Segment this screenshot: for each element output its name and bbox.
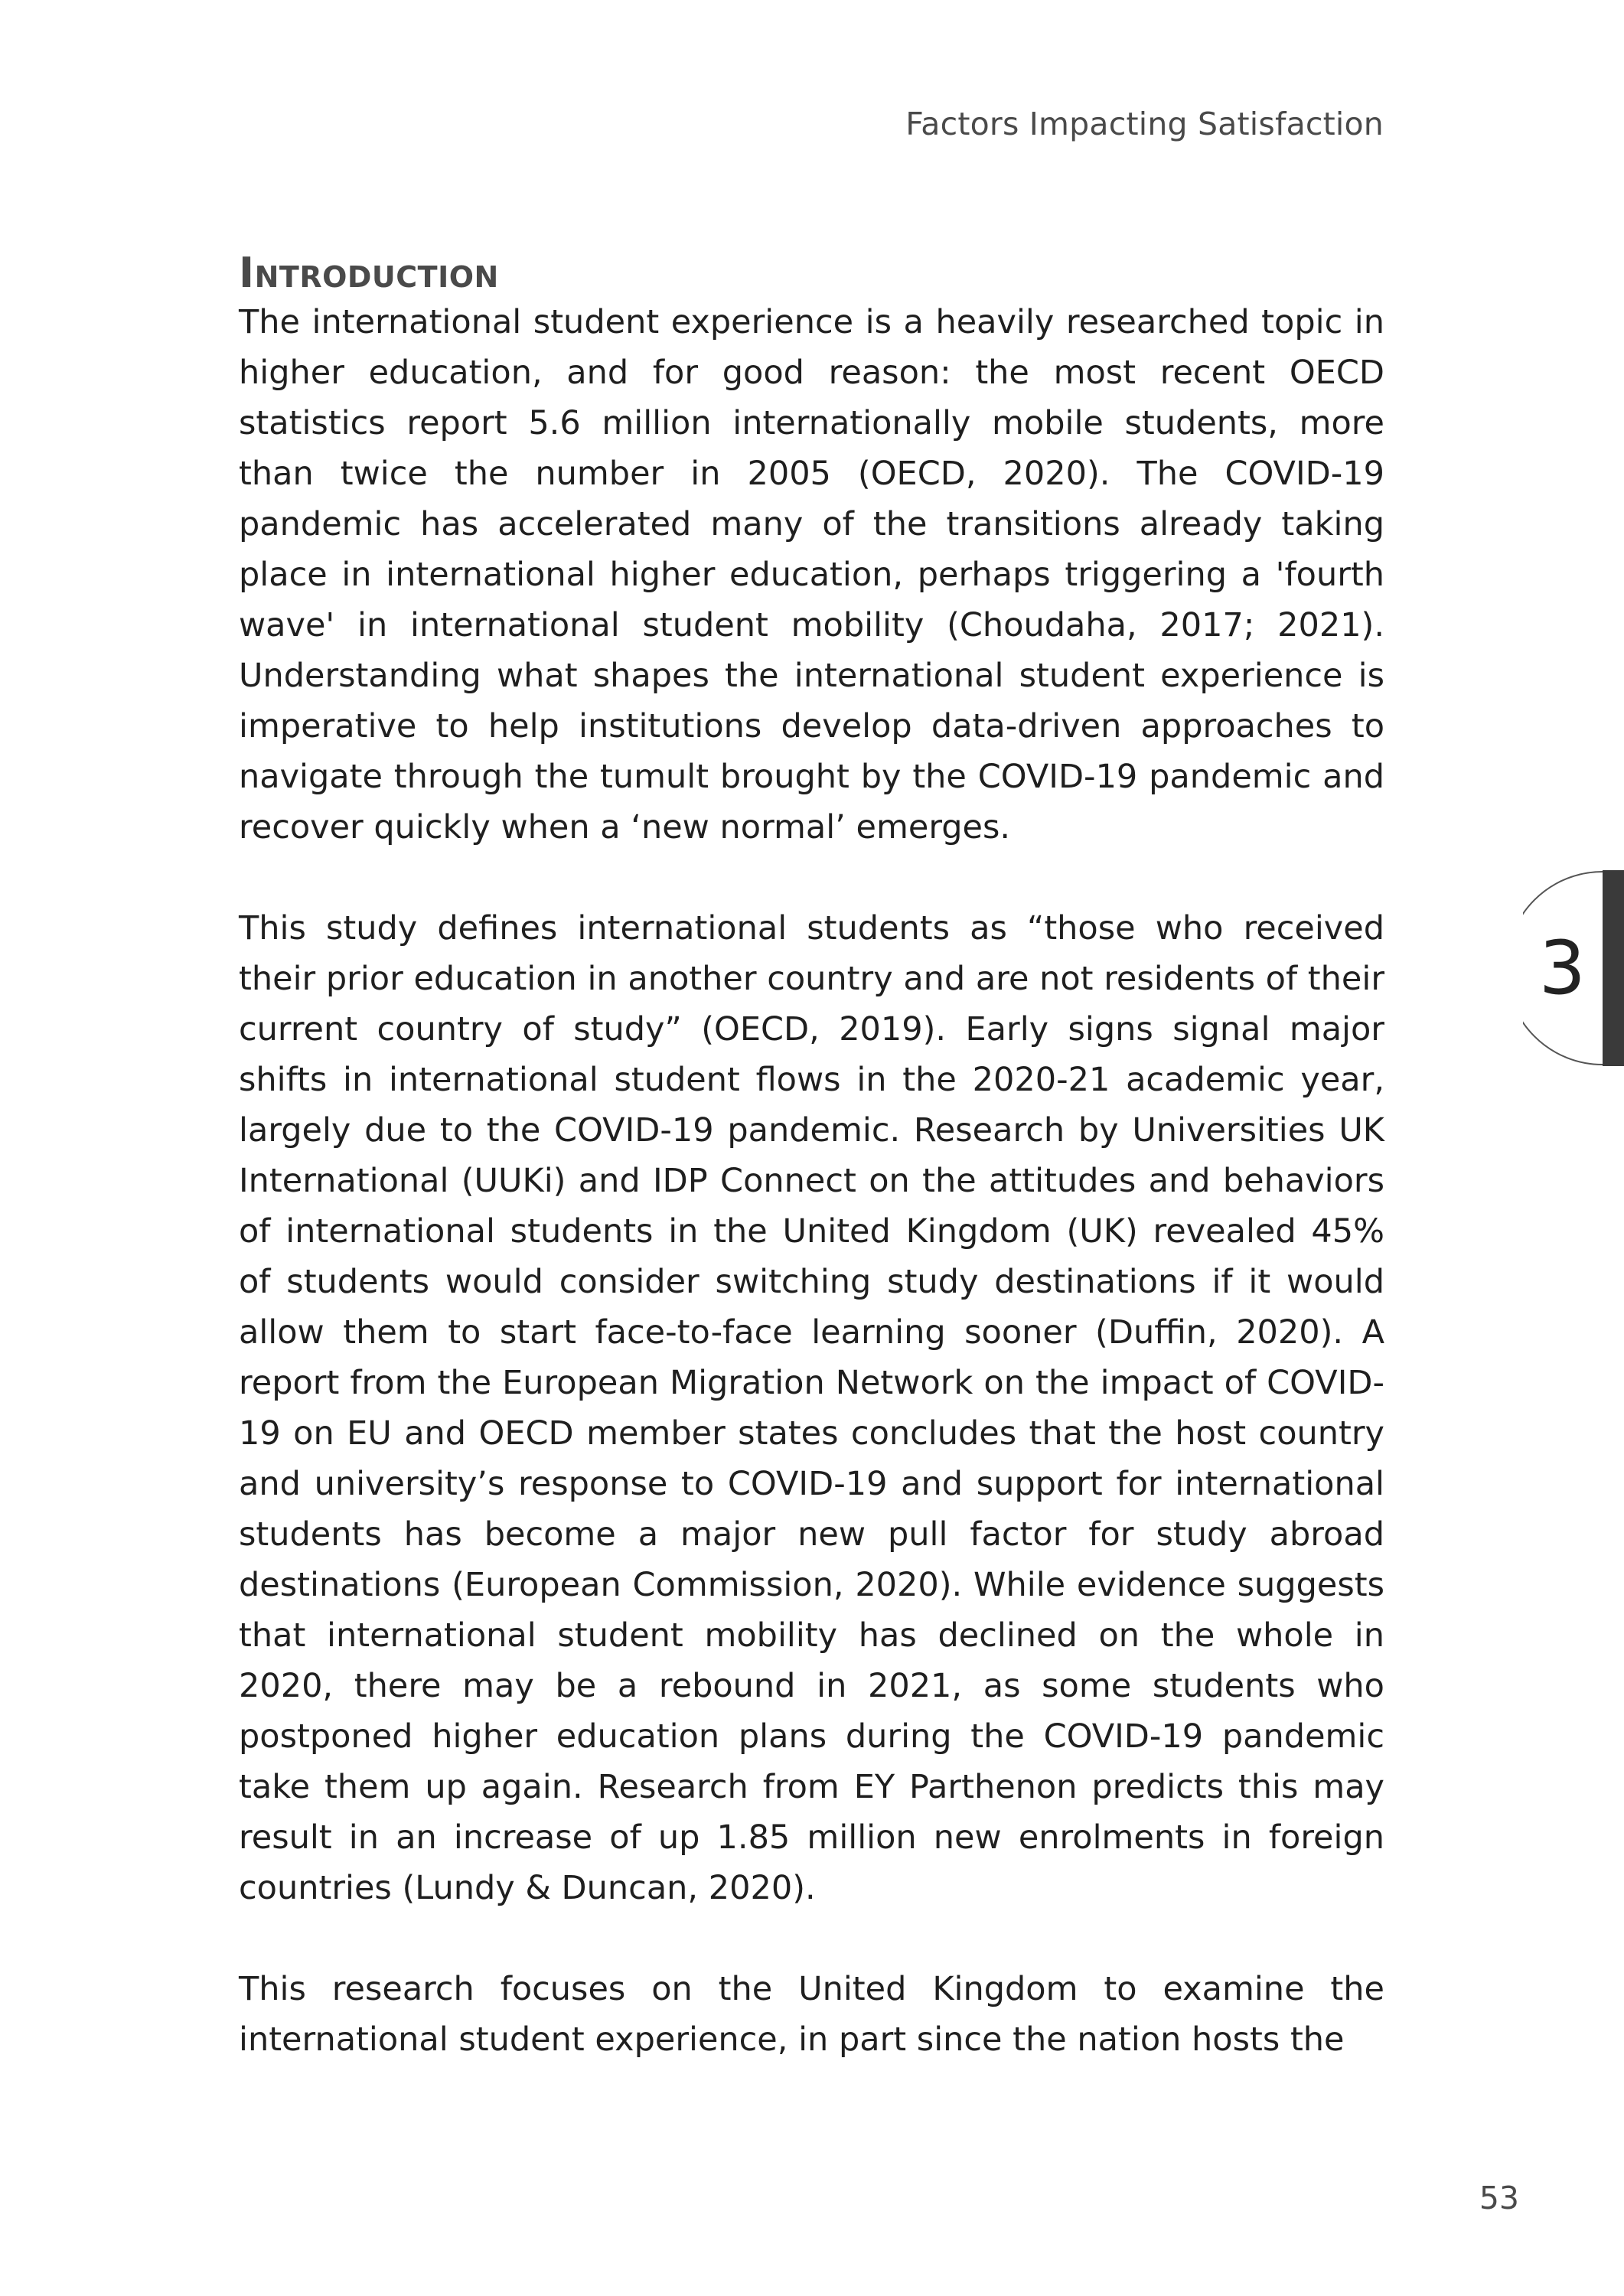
page-number: 53	[1479, 2180, 1519, 2216]
paragraph-2: This study defines international students as “those who received their prior education in another country and are not residents of their current country of study” (OECD, 2019). Early signs signal major shifts in international student flows in the 2020-21 academic year, largely due to the COVID-19 pandemic. Research by Universities UK International (UUKi) and IDP Connect on the attitudes and behaviors of international students in the United Kingdom (UK) revealed 45% of students would consider switching study destinations if it would allow them to start face-to-face learning sooner (Duffin, 2020). A report from the European Migration Network on the impact of COVID-19 on EU and OECD member states concludes that the host country and university’s response to COVID-19 and support for international students has become a major new pull factor for study abroad destinations (European Commission, 2020). While evidence suggests that international student mobility has declined on the whole in 2020, there may be a rebound in 2021, as some students who postponed higher education plans during the COVID-19 pandemic take them up again. Research from EY Parthenon predicts this may result in an increase of up 1.85 million new enrolments in foreign countries (Lundy & Duncan, 2020).	[239, 909, 1384, 1907]
chapter-tab-bar	[1603, 870, 1624, 1066]
chapter-number: 3	[1538, 925, 1586, 1011]
section-heading: Introduction	[239, 249, 499, 297]
paragraph-1: The international student experience is a heavily researched topic in higher education, and for good reason: the most recent OECD statistics report 5.6 million internationally mobile students, more than twice the number in 2005 (OECD, 2020). The COVID-19 pandemic has accelerated many of the transitions already taking place in international higher education, perhaps triggering a 'fourth wave' in international student mobility (Choudaha, 2017; 2021). Understanding what shapes the international student experience is imperative to help institutions develop data-driven approaches to navigate through the tumult brought by the COVID-19 pandemic and recover quickly when a ‘new normal’ emerges.	[239, 303, 1384, 846]
page-content	[239, 249, 1384, 2115]
running-header: Factors Impacting Satisfaction	[905, 106, 1384, 142]
paragraph-3: This research focuses on the United Kingdom to examine the international student experience, in part since the nation hosts the	[239, 1970, 1384, 2059]
